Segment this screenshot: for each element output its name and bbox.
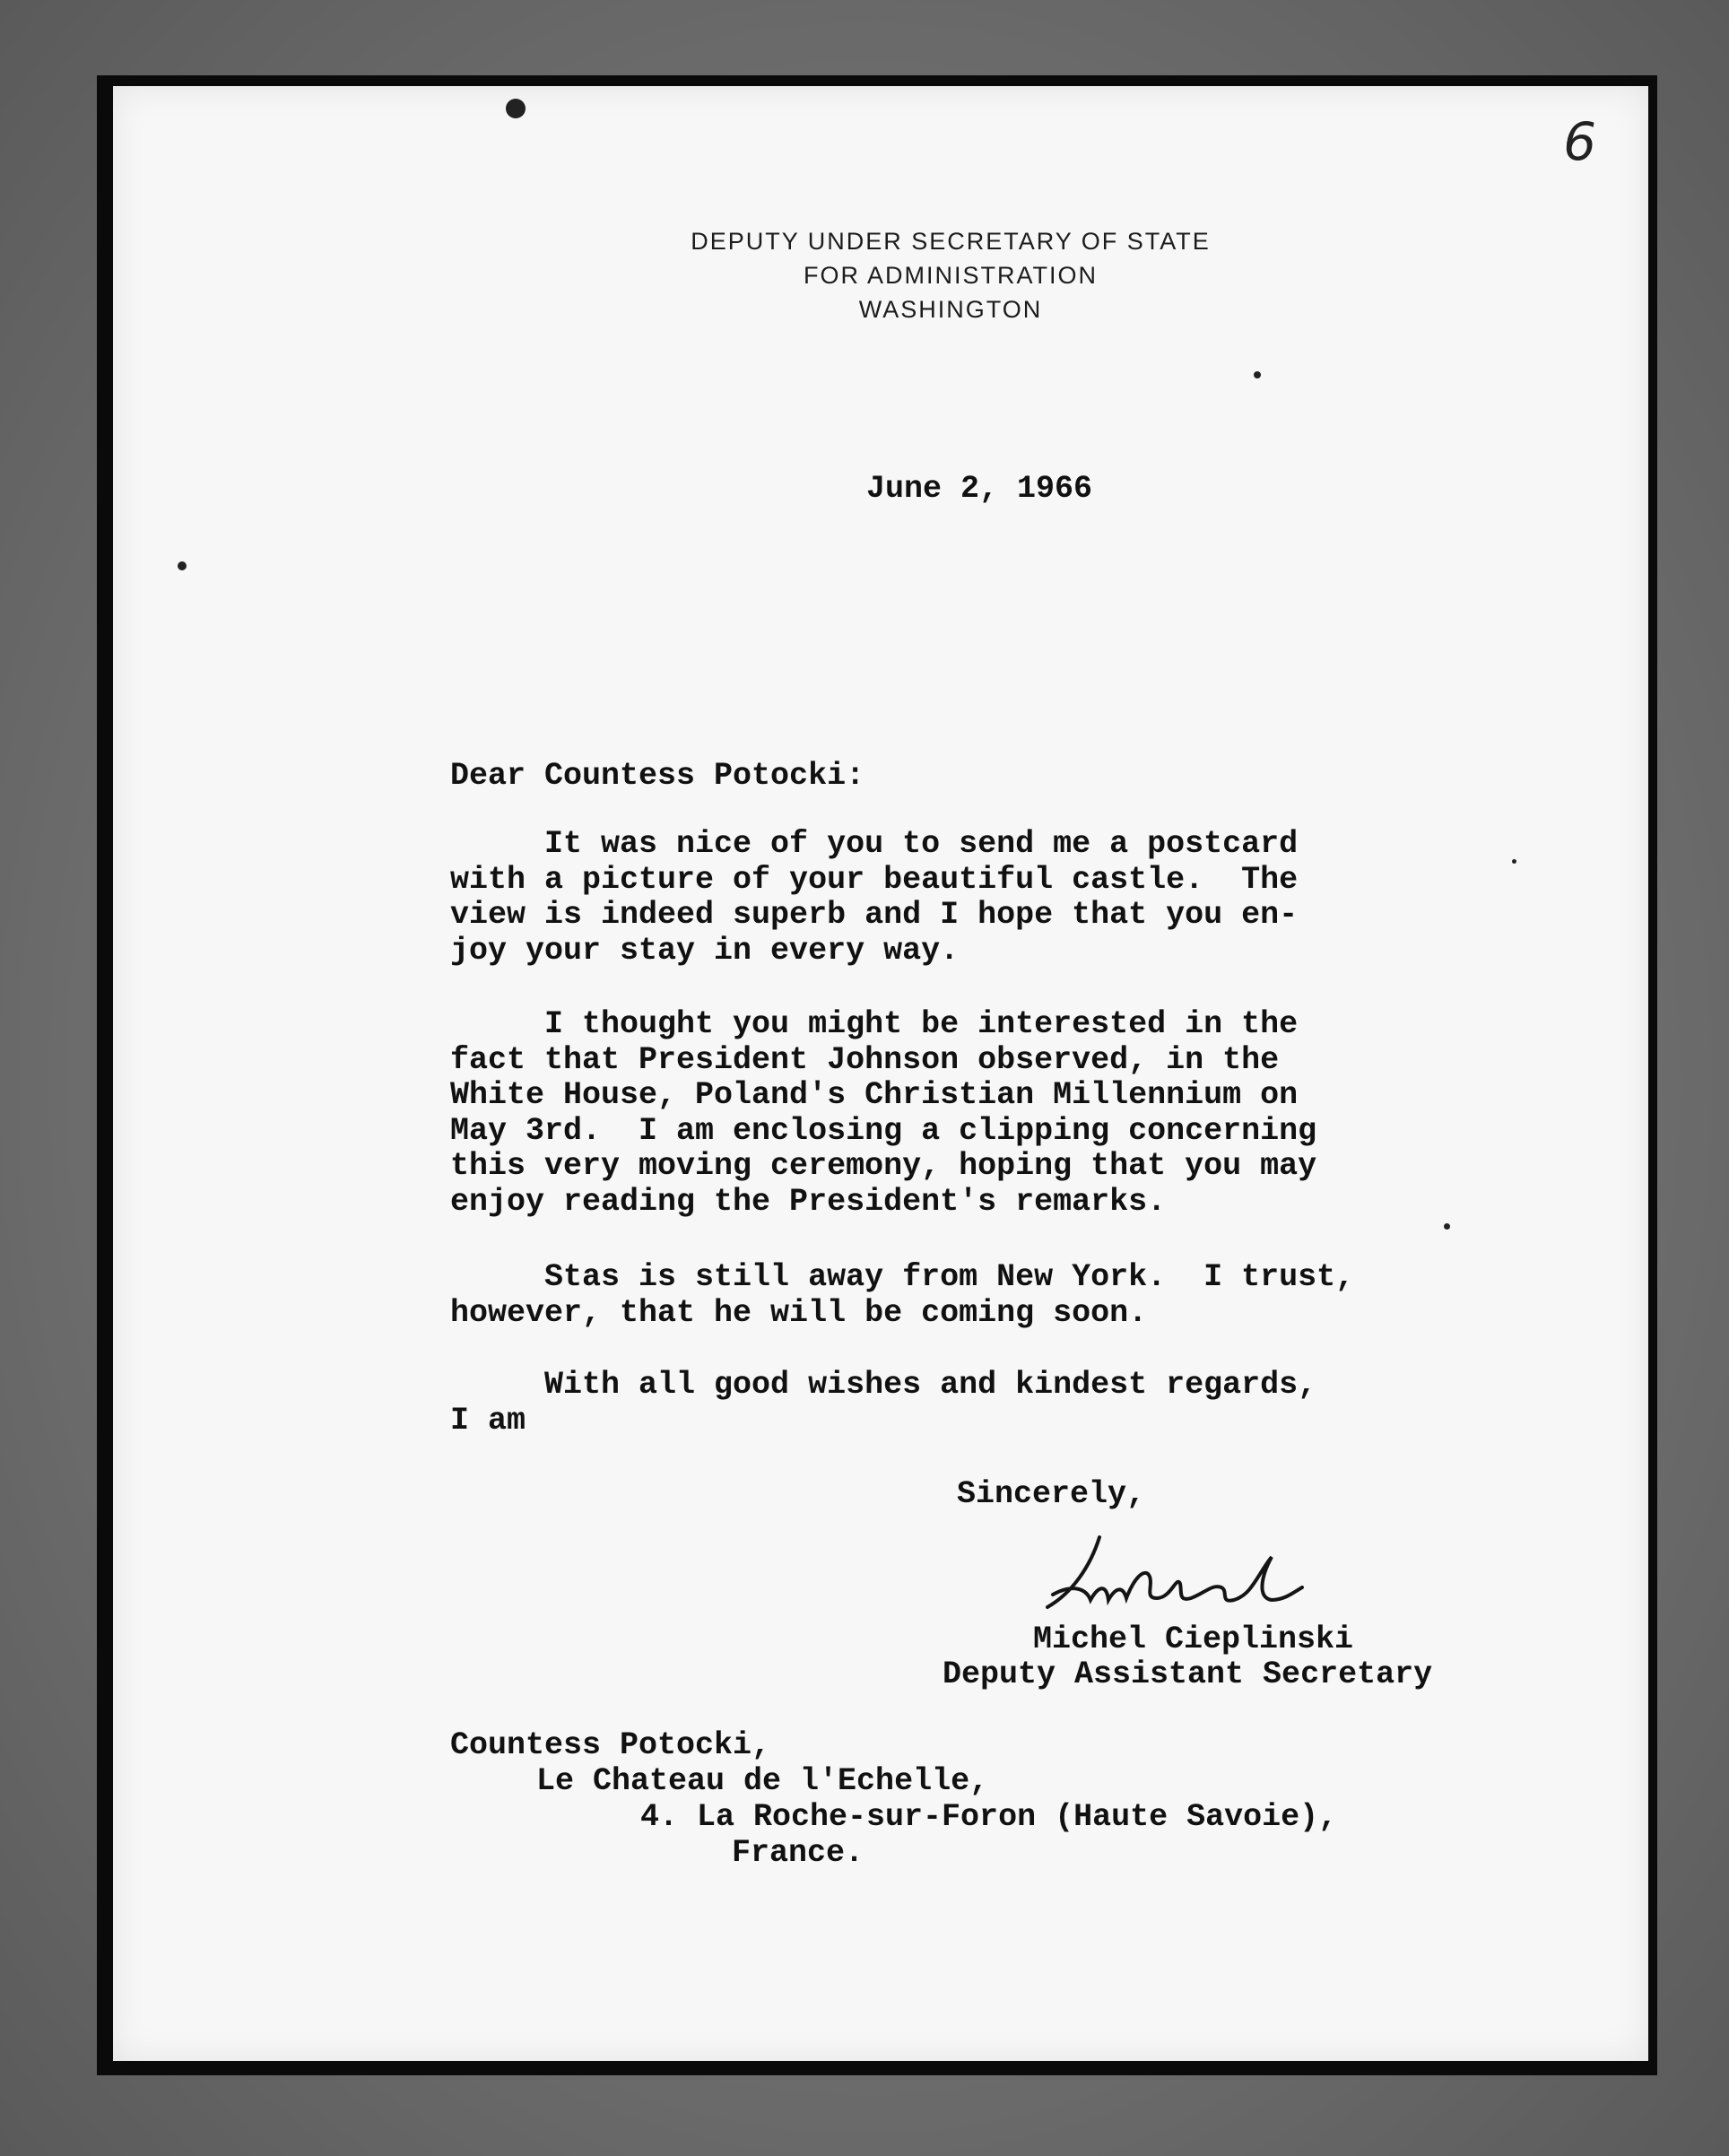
body-paragraph: It was nice of you to send me a postcard with a picture of your beautiful castle. The view is indeed superb and I hope that you en- joy your stay in every way. (450, 826, 1299, 969)
address-line-4: France. (732, 1835, 864, 1871)
ink-speck (1444, 1223, 1450, 1230)
address-line-2: Le Chateau de l'Echelle, (536, 1763, 989, 1799)
closing: Sincerely, (957, 1476, 1146, 1512)
page-number: 6 (1563, 111, 1596, 172)
letter-page (113, 86, 1648, 2061)
ink-speck (1512, 859, 1516, 864)
body-paragraph: With all good wishes and kindest regards, I am (450, 1367, 1317, 1439)
letter-date: June 2, 1966 (866, 471, 1093, 507)
body-paragraph: I thought you might be interested in the fact that President Johnson observed, in the White House, Poland's Christian Millennium on May 3rd. I am enclosing a clipping concerning this very moving ceremony, hoping that you may enjoy reading the President's remarks. (450, 1006, 1317, 1220)
address-line-3: 4. La Roche-sur-Foron (Haute Savoie), (640, 1799, 1338, 1835)
address-line-1: Countess Potocki, (450, 1727, 771, 1763)
ink-speck (1254, 371, 1261, 378)
salutation: Dear Countess Potocki: (450, 758, 865, 794)
signer-title: Deputy Assistant Secretary (943, 1656, 1433, 1692)
signer-name: Michel Cieplinski (1033, 1621, 1354, 1657)
body-paragraph: Stas is still away from New York. I trust, however, that he will be coming soon. (450, 1259, 1355, 1331)
letterhead-line-2: FOR ADMINISTRATION (803, 262, 1098, 289)
letterhead-line-1: DEPUTY UNDER SECRETARY OF STATE (691, 228, 1211, 255)
handwritten-signature (1037, 1521, 1324, 1620)
ink-speck (506, 99, 526, 118)
letterhead-line-3: WASHINGTON (858, 296, 1043, 323)
ink-speck (178, 561, 187, 570)
